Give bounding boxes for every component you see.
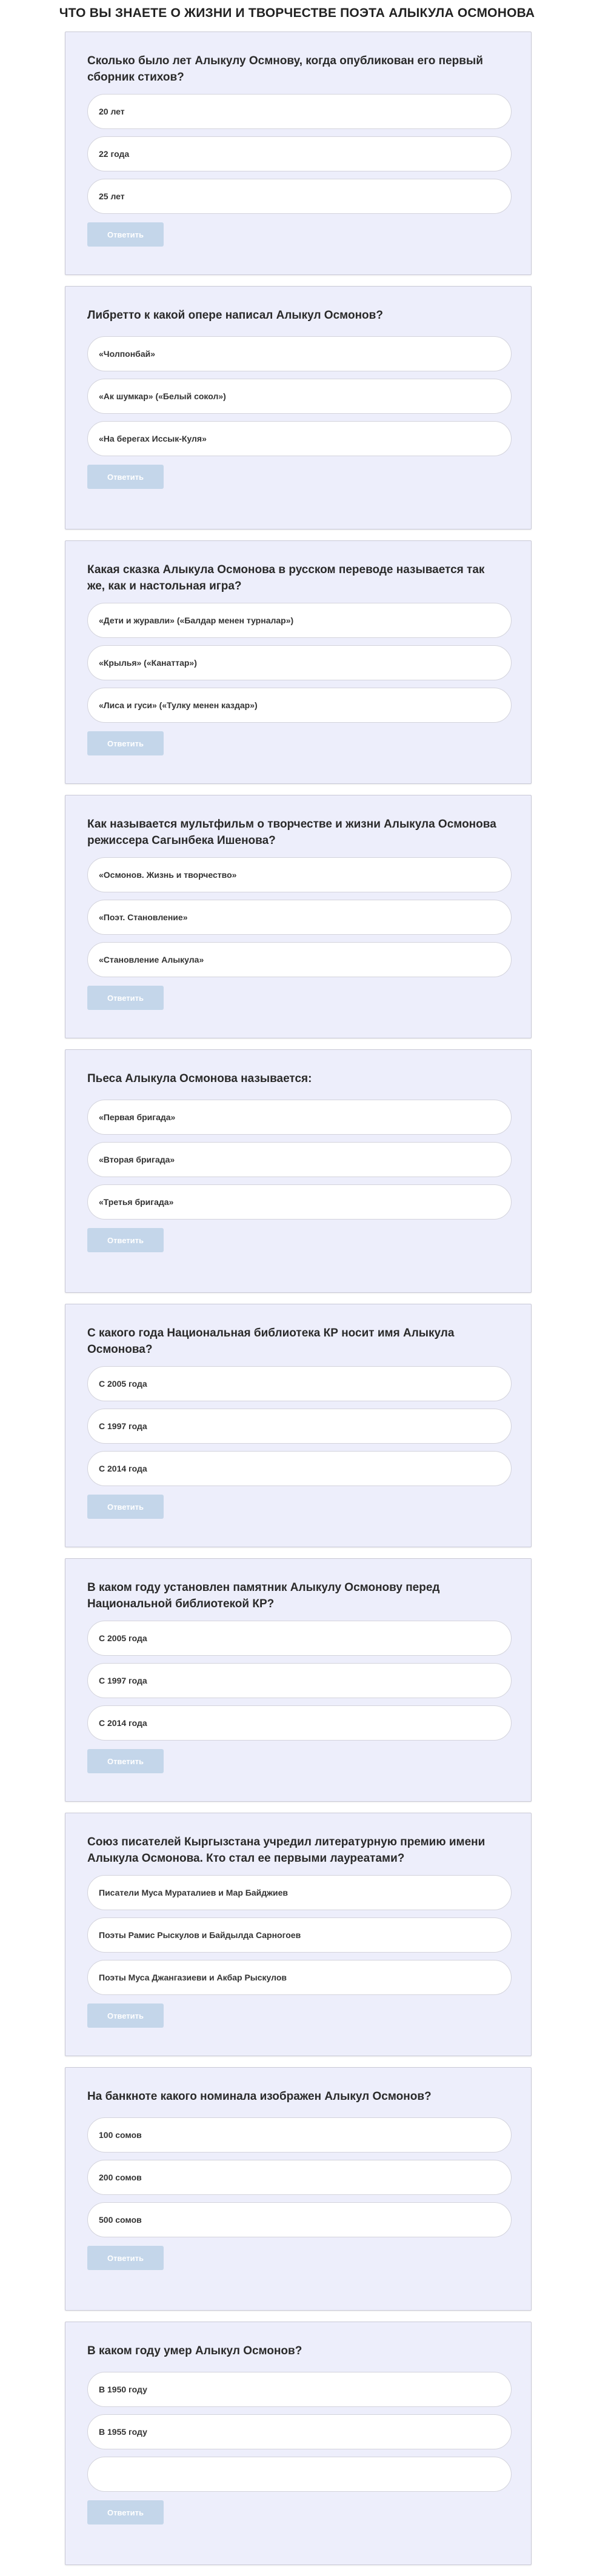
- question-text: Какая сказка Алыкула Осмонова в русском переводе называется так же, как и настольная игра?: [87, 563, 485, 593]
- question-card: [65, 32, 532, 275]
- answer-button[interactable]: Ответить: [87, 731, 164, 755]
- answer-option[interactable]: [87, 942, 512, 977]
- answer-button[interactable]: Ответить: [87, 2500, 164, 2525]
- question-text: Либретто к какой опере написал Алыкул Осмонов?: [87, 309, 383, 322]
- answer-option[interactable]: [87, 1100, 512, 1135]
- answer-button[interactable]: Ответить: [87, 1495, 164, 1519]
- answer-option-label: «Дети и журавли» («Балдар менен турналар»): [99, 616, 294, 625]
- answer-option-label: «Ак шумкар» («Белый сокол»): [99, 391, 226, 401]
- question-text: В каком году умер Алыкул Осмонов?: [87, 2345, 302, 2357]
- answer-option-label: «Третья бригада»: [99, 1197, 174, 1207]
- question-text: Союз писателей Кыргызстана учредил литературную премию имени Алыкула Осмонова. Кто стал ее первыми лауреатами?: [87, 1836, 486, 1865]
- question-text: С какого года Национальная библиотека КР носит имя Алыкула Осмонова?: [87, 1327, 455, 1356]
- question-card: [65, 540, 532, 784]
- answer-option[interactable]: [87, 857, 512, 892]
- answer-option[interactable]: [87, 1366, 512, 1401]
- answer-options: [87, 2117, 509, 2237]
- question-card: [65, 2322, 532, 2565]
- answer-option-label: «Становление Алыкула»: [99, 955, 204, 964]
- answer-options: [87, 1366, 509, 1486]
- question-card: [65, 1304, 532, 1547]
- answer-option[interactable]: [87, 2414, 512, 2449]
- question-text: Сколько было лет Алыкулу Осмнову, когда опубликован его первый сборник стихов?: [87, 55, 483, 84]
- answer-option-label: 22 года: [99, 149, 130, 159]
- answer-option-label: «Чолпонбай»: [99, 349, 156, 359]
- question-text: Как называется мультфильм о творчестве и жизни Алыкула Осмонова режиссера Сагынбека Ишенова?: [87, 818, 496, 847]
- answer-button[interactable]: Ответить: [87, 2246, 164, 2270]
- answer-option-label: 100 сомов: [99, 2130, 142, 2140]
- answer-button[interactable]: Ответить: [87, 986, 164, 1010]
- answer-option[interactable]: [87, 179, 512, 214]
- question-card: [65, 1049, 532, 1293]
- answer-option-label: С 2014 года: [99, 1464, 147, 1473]
- answer-option[interactable]: [87, 1705, 512, 1741]
- question-card: [65, 1558, 532, 1802]
- answer-option-label: С 1997 года: [99, 1676, 147, 1685]
- page-title: ЧТО ВЫ ЗНАЕТЕ О ЖИЗНИ И ТВОРЧЕСТВЕ ПОЭТА АЛЫКУЛА ОСМОНОВА: [59, 6, 535, 20]
- answer-option-label: С 2005 года: [99, 1379, 147, 1389]
- answer-button[interactable]: Ответить: [87, 465, 164, 489]
- question-card: [65, 2067, 532, 2311]
- answer-button[interactable]: Ответить: [87, 1749, 164, 1773]
- answer-option[interactable]: [87, 379, 512, 414]
- answer-option[interactable]: [87, 688, 512, 723]
- answer-option-label: В 1955 году: [99, 2427, 147, 2437]
- answer-option-label: «На берегах Иссык-Куля»: [99, 434, 207, 443]
- answer-options: [87, 1875, 509, 1995]
- answer-option[interactable]: [87, 2372, 512, 2407]
- question-card: [65, 286, 532, 529]
- question-card: [65, 1813, 532, 2056]
- answer-option[interactable]: [87, 1451, 512, 1486]
- answer-options: [87, 857, 509, 977]
- answer-option[interactable]: [87, 1960, 512, 1995]
- answer-options: [87, 94, 509, 214]
- answer-option[interactable]: [87, 336, 512, 371]
- answer-options: [87, 603, 509, 723]
- answer-option-label: «Крылья» («Канаттар»): [99, 658, 197, 668]
- answer-option[interactable]: [87, 1142, 512, 1177]
- answer-option-label: 500 сомов: [99, 2215, 142, 2225]
- answer-option[interactable]: [87, 645, 512, 680]
- answer-button[interactable]: Ответить: [87, 222, 164, 247]
- answer-option-label: 20 лет: [99, 107, 125, 116]
- answer-option[interactable]: [87, 1409, 512, 1444]
- answer-option-label: 25 лет: [99, 191, 125, 201]
- question-text: В каком году установлен памятник Алыкулу Осмонову перед Национальной библиотекой КР?: [87, 1581, 440, 1610]
- answer-option[interactable]: [87, 2457, 512, 2492]
- answer-option[interactable]: [87, 2202, 512, 2237]
- answer-options: [87, 1621, 509, 1741]
- answer-option-label: 200 сомов: [99, 2173, 142, 2182]
- answer-option[interactable]: [87, 1917, 512, 1953]
- answer-option[interactable]: [87, 603, 512, 638]
- answer-option-label: «Лиса и гуси» («Тулку менен каздар»): [99, 700, 258, 710]
- answer-option-label: «Вторая бригада»: [99, 1155, 175, 1164]
- answer-option[interactable]: [87, 1621, 512, 1656]
- answer-option[interactable]: [87, 2160, 512, 2195]
- answer-option-label: С 2005 года: [99, 1633, 147, 1643]
- answer-option[interactable]: [87, 2117, 512, 2153]
- answer-option-label: Поэты Рамис Рыскулов и Байдылда Сарногоев: [99, 1930, 301, 1940]
- answer-options: [87, 2372, 509, 2492]
- answer-options: [87, 1100, 509, 1220]
- answer-option[interactable]: [87, 421, 512, 456]
- answer-option-label: Писатели Муса Мураталиев и Мар Байджиев: [99, 1888, 289, 1897]
- answer-option[interactable]: [87, 136, 512, 171]
- answer-option[interactable]: [87, 1184, 512, 1220]
- answer-button[interactable]: Ответить: [87, 1228, 164, 1252]
- answer-button[interactable]: Ответить: [87, 2003, 164, 2028]
- answer-option[interactable]: [87, 900, 512, 935]
- answer-option-label: Поэты Муса Джангазиеви и Акбар Рыскулов: [99, 1973, 287, 1982]
- question-card: [65, 795, 532, 1038]
- answer-option[interactable]: [87, 1875, 512, 1910]
- answer-option-label: «Осмонов. Жизнь и творчество»: [99, 870, 237, 880]
- answer-option-label: «Поэт. Становление»: [99, 912, 188, 922]
- answer-option[interactable]: [87, 1663, 512, 1698]
- answer-option-label: «Первая бригада»: [99, 1112, 176, 1122]
- answer-option-label: В 1950 году: [99, 2385, 147, 2394]
- answer-option-label: С 2014 года: [99, 1718, 147, 1728]
- question-text: Пьеса Алыкула Осмонова называется:: [87, 1072, 312, 1085]
- quiz-container: [65, 32, 532, 2576]
- answer-options: [87, 336, 509, 456]
- question-text: На банкноте какого номинала изображен Алыкул Осмонов?: [87, 2090, 432, 2103]
- answer-option-label: С 1997 года: [99, 1421, 147, 1431]
- answer-option[interactable]: [87, 94, 512, 129]
